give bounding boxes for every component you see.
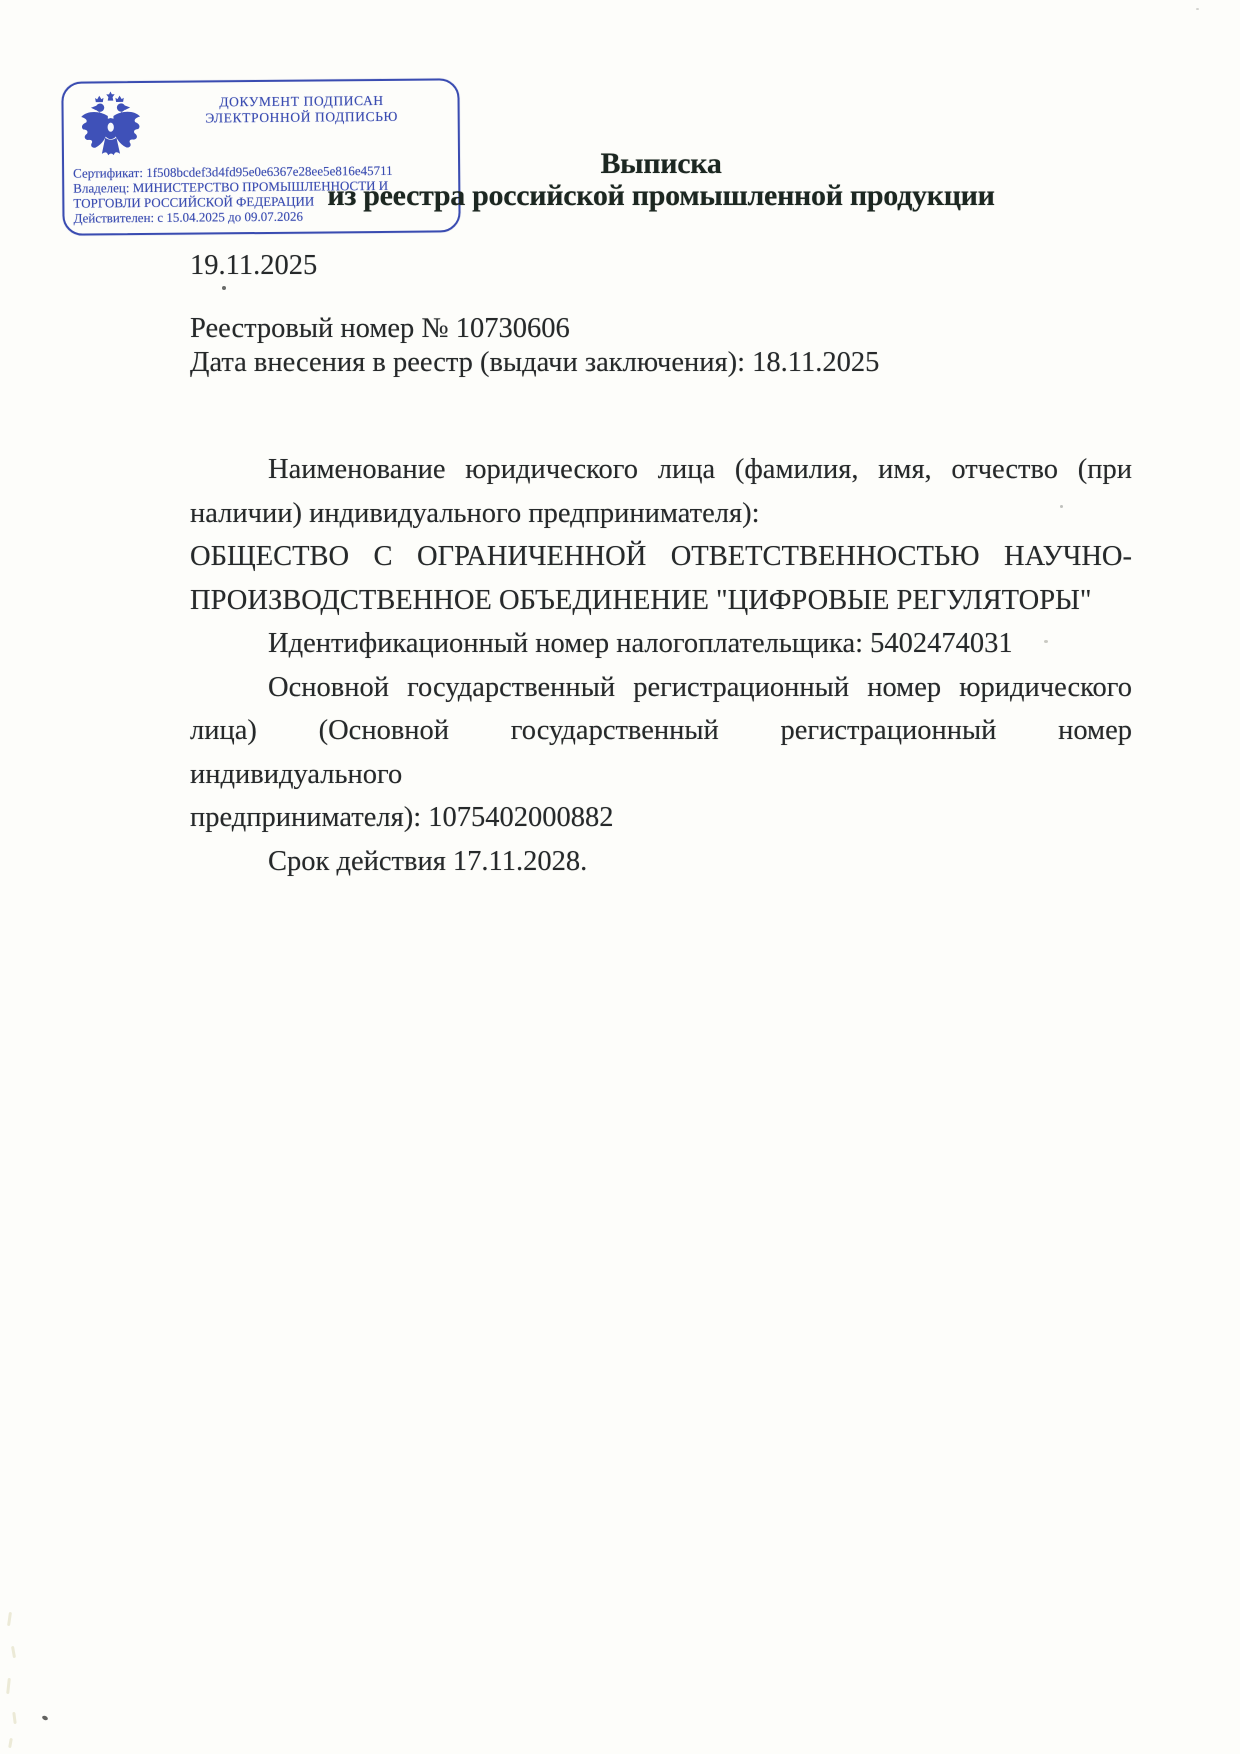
validity-text: Срок действия 17.11.2028.: [268, 846, 588, 877]
double-headed-eagle-icon: [75, 89, 146, 170]
scan-speck: [1044, 640, 1048, 643]
body-line: наличии) индивидуального предпринимателя):: [190, 497, 760, 529]
stamp-validity-line: Действителен: с 15.04.2025 до 09.07.2026: [73, 208, 304, 226]
scan-streak: [8, 1738, 13, 1748]
body-text: [190, 448, 1132, 840]
title-line-2: из реестра российской промышленной продукции: [327, 179, 995, 212]
owner-line-2: ТОРГОВЛИ РОССИЙСКОЙ ФЕДЕРАЦИИ: [73, 193, 315, 211]
scan-speck: [222, 286, 226, 290]
validity-line: [190, 846, 1132, 878]
stamp-header: [165, 92, 437, 126]
body-line: Наименование юридического лица (фамилия, имя, отчество (при: [268, 454, 1132, 485]
title-line-1: Выписка: [600, 147, 722, 180]
body-line: ПРОИЗВОДСТВЕННОЕ ОБЪЕДИНЕНИЕ "ЦИФРОВЫЕ РЕГУЛЯТОРЫ": [190, 584, 1092, 616]
document-title: [190, 148, 1132, 212]
scan-speck: [1060, 505, 1063, 508]
scan-streak: [12, 1712, 16, 1724]
certificate-line: Сертификат: 1f508bcdef3d4fd95e0e6367e28ee5e816e45711: [73, 162, 393, 181]
document-date: 19.11.2025: [190, 250, 318, 281]
body-line: предпринимателя): 1075402000882: [190, 802, 614, 833]
body-line: Идентификационный номер налогоплательщика: 5402474031: [268, 628, 1013, 659]
stamp-header-line2: ЭЛЕКТРОННОЙ ПОДПИСЬЮ: [205, 108, 399, 126]
body-line: ОБЩЕСТВО С ОГРАНИЧЕННОЙ ОТВЕТСТВЕННОСТЬЮ НАУЧНО-: [190, 541, 1132, 572]
scan-speck: [1196, 8, 1199, 10]
registry-number-line: Реестровый номер № 10730606: [190, 313, 570, 344]
entry-date-line: Дата внесения в реестр (выдачи заключения): 18.11.2025: [190, 346, 880, 378]
owner-line-1: Владелец: МИНИСТЕРСТВО ПРОМЫШЛЕННОСТИ И: [73, 177, 389, 196]
scan-streak: [6, 1678, 11, 1694]
scan-streak: [11, 1646, 16, 1658]
body-line: лица) (Основной государственный регистрационный номер индивидуального: [190, 715, 1132, 790]
scan-speck: [41, 1715, 48, 1721]
stamp-header-line1: ДОКУМЕНТ ПОДПИСАН: [219, 92, 384, 110]
body-line: Основной государственный регистрационный номер юридического: [268, 671, 1132, 703]
registry-block: [190, 312, 1132, 379]
scan-streak: [7, 1612, 12, 1626]
